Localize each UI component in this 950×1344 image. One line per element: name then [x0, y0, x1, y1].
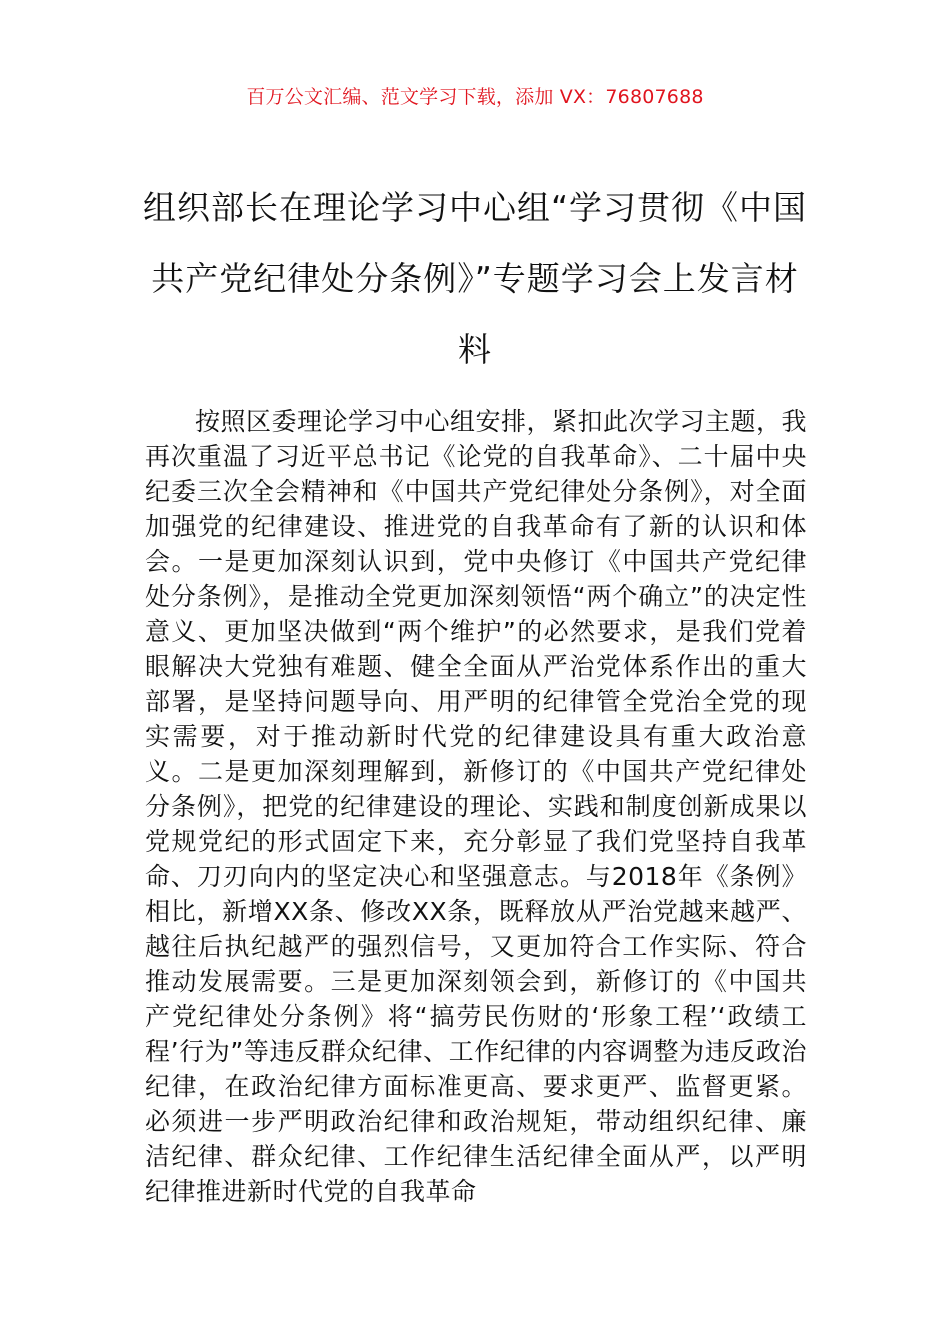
body-paragraph: 按照区委理论学习中心组安排，紧扣此次学习主题，我再次重温了习近平总书记《论党的自我革命》、二十届中央纪委三次全会精神和《中国共产党纪律处分条例》，对全面加强党的纪律建设、推进党的自我革命有了新的认识和体会。一是更加深刻认识到，党中央修订《中国共产党纪律处分条例》，是推动全党更加深刻领悟“两个确立”的决定性意义、更加坚决做到“两个维护”的必然要求，是我们党着眼解决大党独有难题、健全全面从严治党体系作出的重大部署，是坚持问题导向、用严明的纪律管全党治全党的现实需要，对于推动新时代党的纪律建设具有重大政治意义。二是更加深刻理解到，新修订的《中国共产党纪律处分条例》，把党的纪律建设的理论、实践和制度创新成果以党规党纪的形式固定下来，充分彰显了我们党坚持自我革命、刀刃向内的坚定决心和坚强意志。与2018年《条例》相比，新增XX条、修改XX条，既释放从严治党越来越严、越往后执纪越严的强烈信号，又更加符合工作实际、符合推动发展需要。三是更加深刻领会到，新修订的《中国共产党纪律处分条例》将“搞劳民伤财的‘形象工程’‘政绩工程’行为”等违反群众纪律、工作纪律的内容调整为违反政治纪律，在政治纪律方面标准更高、要求更严、监督更紧。必须进一步严明政治纪律和政治规矩，带动组织纪律、廉洁纪律、群众纪律、工作纪律生活纪律全面从严，以严明纪律推进新时代党的自我革命: [145, 407, 808, 1206]
document-title: 组织部长在理论学习中心组“学习贯彻《中国共产党纪律处分条例》”专题学习会上发言材料: [142, 188, 808, 369]
promo-banner: 百万公文汇编、范文学习下载，添加 VX：76807688: [246, 86, 704, 108]
